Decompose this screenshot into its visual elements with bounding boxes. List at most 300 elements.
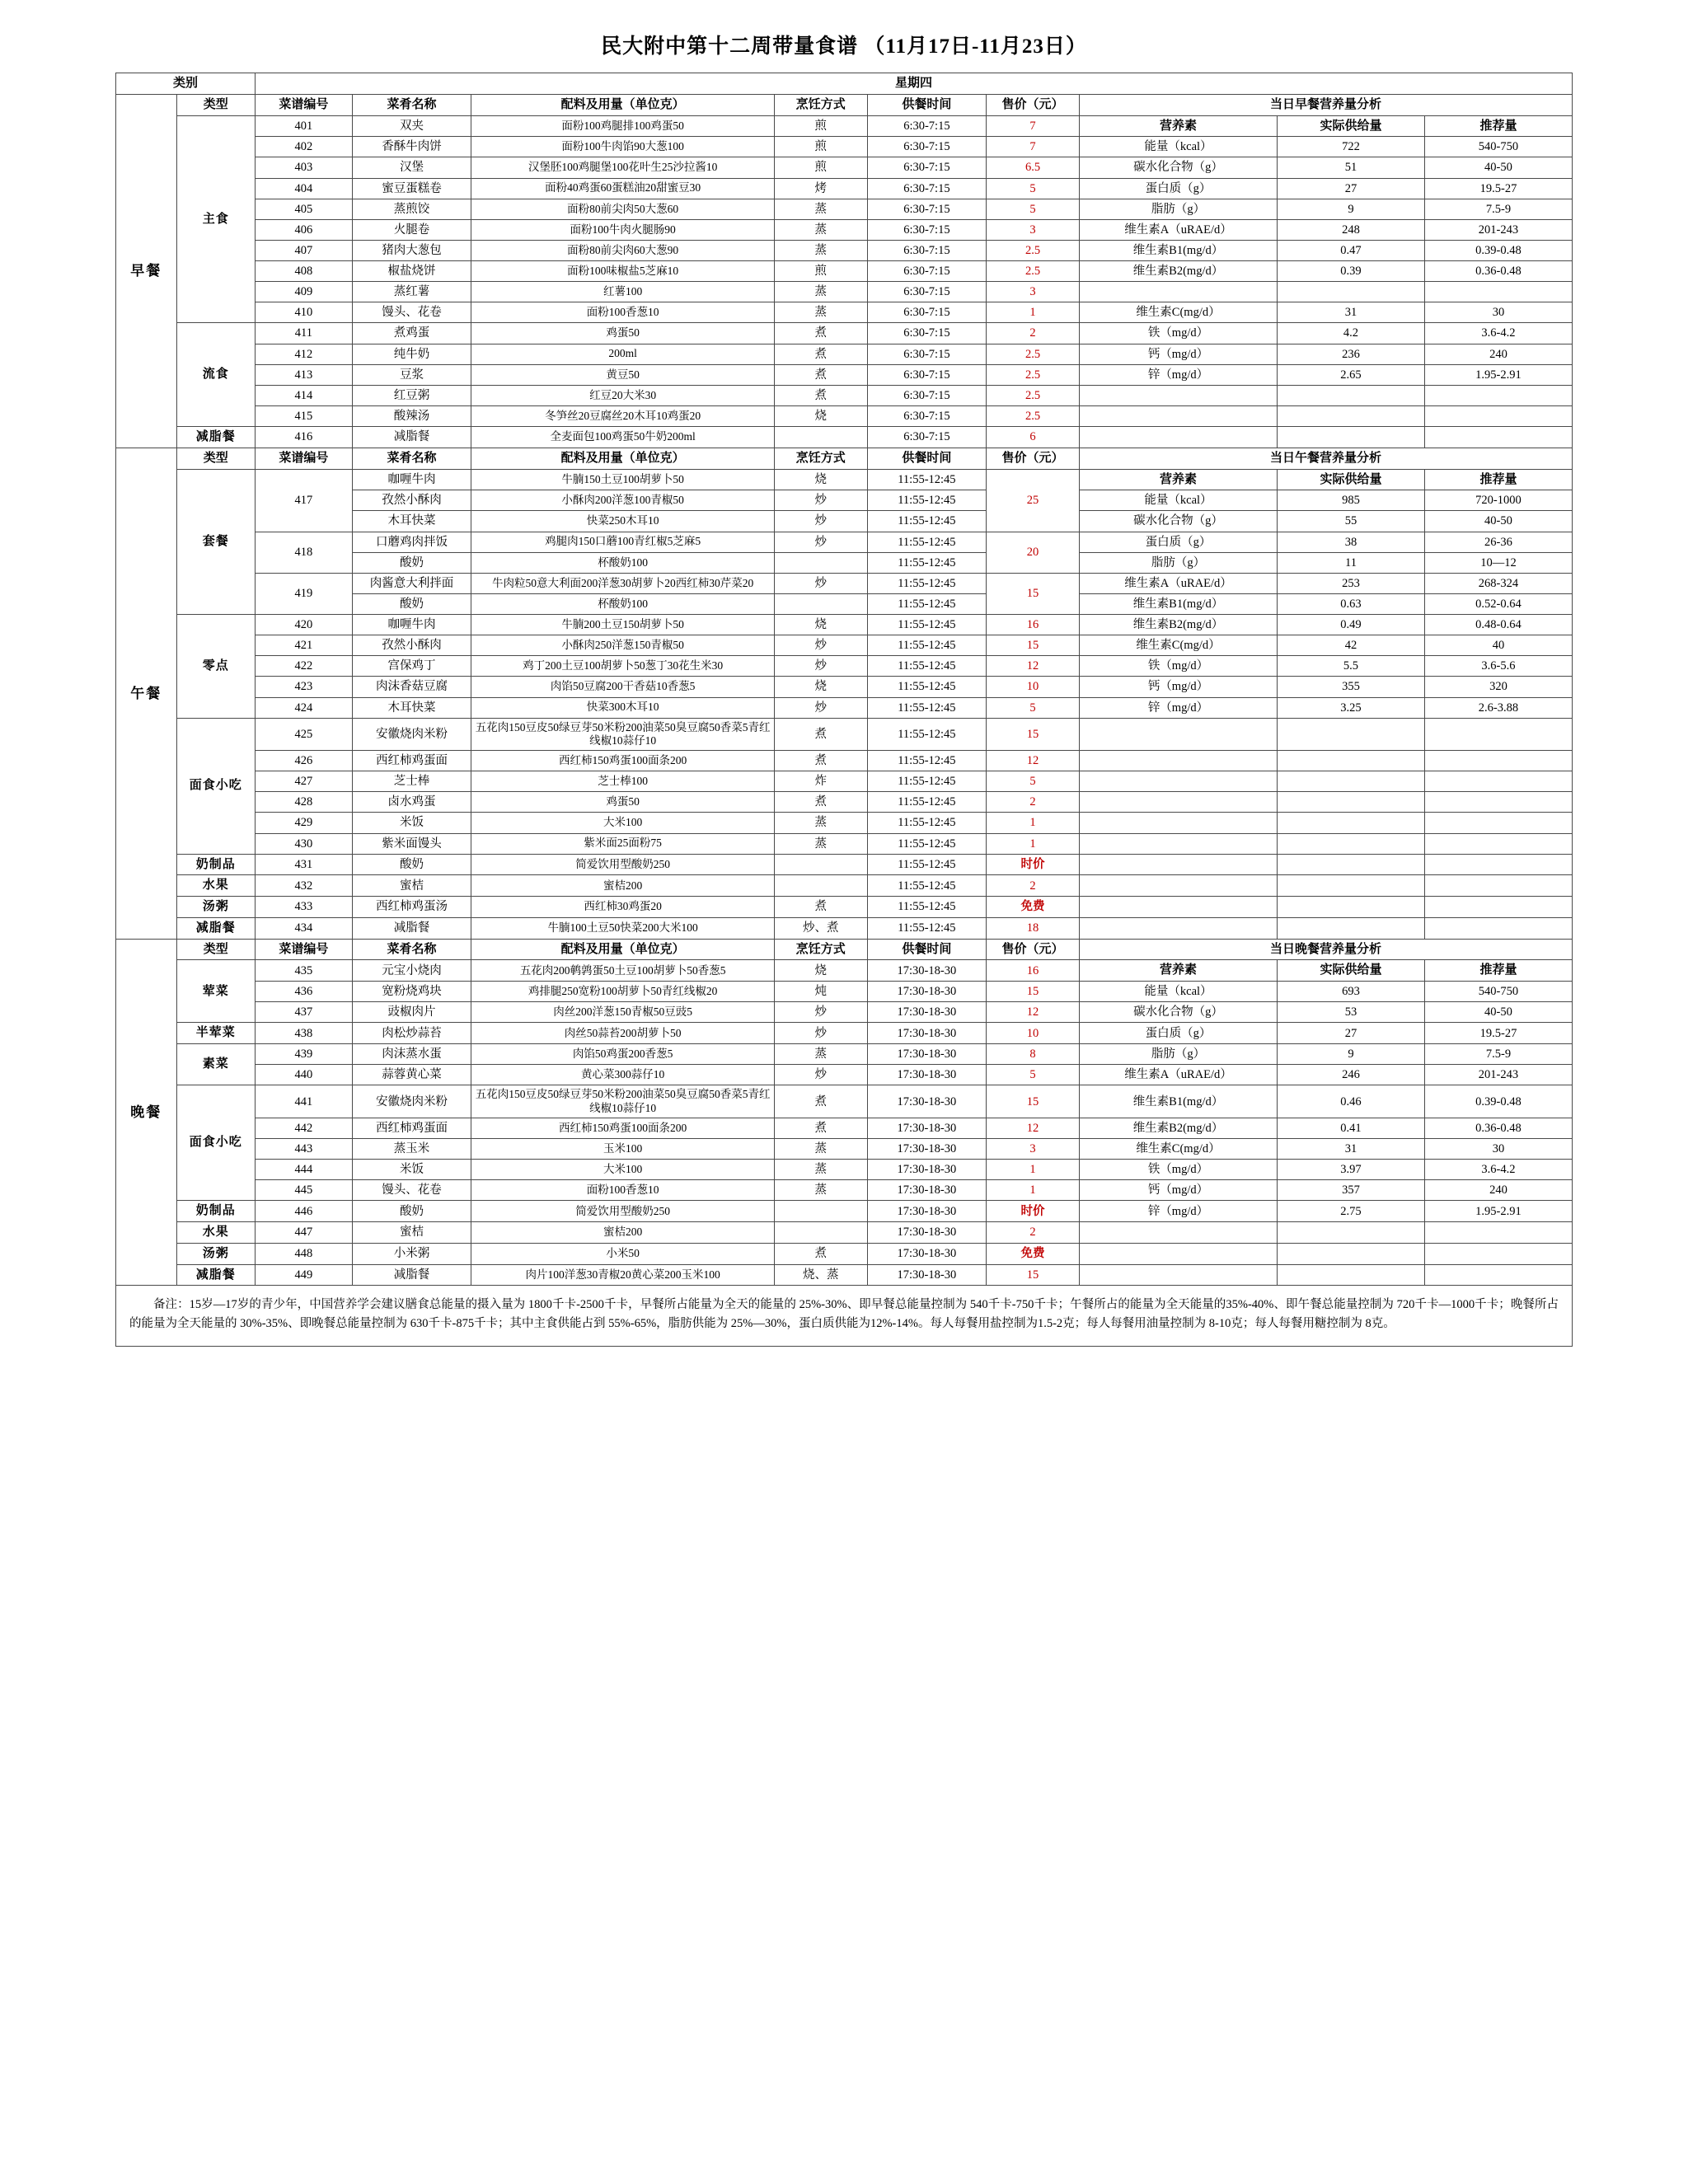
nutrient-actual: 357 [1278,1180,1425,1201]
nutrient-empty [1079,1264,1277,1286]
dish-ingredients: 牛肉粒50意大利面200洋葱30胡萝卜20西红柿30芹菜20 [471,573,775,593]
dish-code: 442 [256,1118,353,1138]
nutrient-empty [1424,875,1572,897]
footnote: 备注：15岁—17岁的青少年，中国营养学会建议膳食总能量的摄入量为 1800千卡-2500千卡，早餐所占能量为全天的能量的 25%-30%、即早餐总能量控制为 540千卡-750千卡；午餐所占的能量为全天能量的35%-40%、即午餐总能量控制为 720千卡—1000千卡；晚餐所占的能量为全天能量的 30%-35%、即晚餐总能量控制为 630千卡-875千卡；其中主食供能占到 55%-65%，脂肪供能为 25%—30%，蛋白质供能为12%-14%。每人每餐用盐控制为1.5-2克；每人每餐用油量控制为 8-10克；每人每餐用糖控制为 8克。 [115,1286,1573,1346]
nutrient-actual: 3.97 [1278,1160,1425,1180]
nutrient-empty [1278,875,1425,897]
dish-cooking: 蒸 [774,1138,867,1159]
nutrient-recommend: 7.5-9 [1424,199,1572,219]
dish-cooking [774,552,867,573]
dish-price: 2 [987,323,1080,344]
dish-ingredients: 蜜桔200 [471,875,775,897]
nutrient-actual: 27 [1278,1023,1425,1044]
nutrient-empty [1278,1264,1425,1286]
dish-ingredients: 肉馅50鸡蛋200香葱5 [471,1044,775,1065]
table-row [116,1222,1573,1244]
col-nutrient: 营养素 [1079,960,1277,982]
dish-time: 11:55-12:45 [867,615,987,635]
dish-name: 酸奶 [352,854,471,875]
nutrient-name: 维生素A（uRAE/d） [1079,1065,1277,1085]
nutrient-recommend: 0.52-0.64 [1424,593,1572,614]
dish-code: 431 [256,854,353,875]
dish-time: 6:30-7:15 [867,137,987,157]
dish-ingredients: 玉米100 [471,1138,775,1159]
nutrient-recommend: 30 [1424,1138,1572,1159]
dish-cooking: 炒 [774,490,867,511]
dish-name: 减脂餐 [352,917,471,939]
dish-cooking: 烧 [774,405,867,426]
group-label-diet: 减脂餐 [176,427,256,448]
col-type: 类型 [176,94,256,115]
nutrient-recommend: 2.6-3.88 [1424,697,1572,718]
nutrient-empty [1278,792,1425,813]
dish-price: 5 [987,1065,1080,1085]
group-label-set-meal: 套餐 [176,469,256,615]
table-header-row [116,73,1573,95]
nutrient-actual: 0.47 [1278,240,1425,260]
nutrient-empty [1278,751,1425,771]
group-label-diet: 减脂餐 [176,1264,256,1286]
nutrient-empty [1424,854,1572,875]
dish-code: 429 [256,813,353,833]
table-row [116,405,1573,426]
dish-ingredients: 杯酸奶100 [471,593,775,614]
nutrient-actual: 355 [1278,677,1425,697]
table-row [116,1085,1573,1118]
nutrient-empty [1079,771,1277,792]
nutrient-empty [1424,833,1572,854]
nutrient-name: 维生素B1(mg/d） [1079,240,1277,260]
nutrition-header-breakfast: 当日早餐营养量分析 [1079,94,1572,115]
dish-name: 肉沫蒸水蛋 [352,1044,471,1065]
table-row [116,1023,1573,1044]
dish-code: 410 [256,302,353,323]
dish-cooking: 煮 [774,718,867,750]
table-row [116,199,1573,219]
dish-time: 6:30-7:15 [867,282,987,302]
dish-code: 433 [256,897,353,918]
dish-price: 18 [987,917,1080,939]
dish-code: 440 [256,1065,353,1085]
nutrient-empty [1278,1243,1425,1264]
nutrient-recommend: 0.39-0.48 [1424,240,1572,260]
col-ingredients: 配料及用量（单位克） [471,448,775,469]
dish-ingredients: 面粉100鸡腿排100鸡蛋50 [471,115,775,137]
nutrient-name: 铁（mg/d） [1079,1160,1277,1180]
dish-price: 15 [987,573,1080,614]
dish-price: 时价 [987,854,1080,875]
nutrient-empty [1424,1264,1572,1286]
dish-name: 宫保鸡丁 [352,656,471,677]
dish-code: 448 [256,1243,353,1264]
dish-price: 2.5 [987,364,1080,385]
dish-code: 430 [256,833,353,854]
table-row [116,573,1573,593]
dish-code: 449 [256,1264,353,1286]
dish-ingredients: 五花肉150豆皮50绿豆芽50米粉200油菜50臭豆腐50香菜5青红线椒10蒜仔10 [471,718,775,750]
dish-ingredients: 面粉100香葱10 [471,1180,775,1201]
table-row [116,385,1573,405]
dish-time: 6:30-7:15 [867,219,987,240]
dish-cooking: 蒸 [774,240,867,260]
col-code: 菜谱编号 [256,94,353,115]
table-row [116,917,1573,939]
nutrient-name: 能量（kcal） [1079,982,1277,1002]
nutrient-recommend: 240 [1424,344,1572,364]
nutrient-recommend: 19.5-27 [1424,1023,1572,1044]
dish-time: 6:30-7:15 [867,199,987,219]
dish-price: 1 [987,1180,1080,1201]
dish-price: 3 [987,1138,1080,1159]
dish-time: 17:30-18-30 [867,1023,987,1044]
dish-ingredients: 面粉80前尖肉50大葱60 [471,199,775,219]
dish-cooking: 蒸 [774,1044,867,1065]
meal-label-dinner: 晚餐 [116,939,177,1286]
dish-ingredients: 全麦面包100鸡蛋50牛奶200ml [471,427,775,448]
nutrient-name: 维生素C(mg/d） [1079,635,1277,656]
table-row [116,469,1573,490]
breakfast-column-header-row [116,94,1573,115]
col-cooking: 烹饪方式 [774,448,867,469]
dish-ingredients: 肉丝50蒜苔200胡萝卜50 [471,1023,775,1044]
nutrient-name: 钙（mg/d） [1079,677,1277,697]
dish-code: 416 [256,427,353,448]
table-row [116,240,1573,260]
dish-code: 425 [256,718,353,750]
dish-cooking: 蒸 [774,199,867,219]
menu-table [115,73,1573,1286]
dish-price: 20 [987,532,1080,573]
nutrient-actual: 9 [1278,199,1425,219]
dish-name: 馒头、花卷 [352,1180,471,1201]
nutrient-empty [1079,897,1277,918]
dish-price: 12 [987,656,1080,677]
dish-cooking: 炒 [774,1065,867,1085]
dish-name: 咖喱牛肉 [352,469,471,490]
dish-time: 11:55-12:45 [867,511,987,532]
dish-cooking [774,854,867,875]
col-recommend: 推荐量 [1424,115,1572,137]
nutrient-empty [1278,385,1425,405]
dish-name: 香酥牛肉饼 [352,137,471,157]
dish-cooking: 烧 [774,615,867,635]
dish-name: 椒盐烧饼 [352,261,471,282]
dish-price: 15 [987,718,1080,750]
dish-cooking: 炸 [774,771,867,792]
nutrient-recommend: 201-243 [1424,1065,1572,1085]
col-actual: 实际供给量 [1278,115,1425,137]
dish-time: 17:30-18-30 [867,1118,987,1138]
nutrient-name: 维生素B2(mg/d） [1079,615,1277,635]
col-actual: 实际供给量 [1278,960,1425,982]
dish-cooking: 炒、煮 [774,917,867,939]
dish-code: 409 [256,282,353,302]
nutrient-name: 能量（kcal） [1079,137,1277,157]
nutrient-recommend: 40-50 [1424,511,1572,532]
nutrient-recommend: 1.95-2.91 [1424,1201,1572,1222]
table-row [116,1264,1573,1286]
dish-time: 17:30-18-30 [867,1180,987,1201]
nutrient-empty [1278,897,1425,918]
nutrition-header-dinner: 当日晚餐营养量分析 [1079,939,1572,960]
dish-cooking: 煮 [774,1085,867,1118]
dish-time: 11:55-12:45 [867,833,987,854]
dish-name: 木耳快菜 [352,697,471,718]
dish-code: 408 [256,261,353,282]
dish-code: 441 [256,1085,353,1118]
col-recommend: 推荐量 [1424,469,1572,490]
table-row [116,960,1573,982]
dish-name: 口蘑鸡肉拌饭 [352,532,471,552]
nutrient-recommend: 240 [1424,1180,1572,1201]
dish-price: 2 [987,875,1080,897]
dish-price: 3 [987,219,1080,240]
dish-ingredients: 五花肉150豆皮50绿豆芽50米粉200油菜50臭豆腐50香菜5青红线椒10蒜仔10 [471,1085,775,1118]
dish-time: 11:55-12:45 [867,593,987,614]
dish-time: 11:55-12:45 [867,718,987,750]
table-row [116,137,1573,157]
table-row [116,302,1573,323]
nutrient-recommend: 3.6-4.2 [1424,1160,1572,1180]
nutrient-actual: 31 [1278,1138,1425,1159]
nutrient-recommend: 26-36 [1424,532,1572,552]
nutrient-empty [1079,385,1277,405]
dish-cooking: 煎 [774,157,867,178]
nutrient-name: 蛋白质（g） [1079,178,1277,199]
dish-cooking [774,427,867,448]
nutrient-name: 铁（mg/d） [1079,323,1277,344]
nutrient-empty [1079,875,1277,897]
dish-name: 酸奶 [352,1201,471,1222]
dish-cooking: 煎 [774,261,867,282]
nutrient-actual: 4.2 [1278,323,1425,344]
dish-time: 6:30-7:15 [867,427,987,448]
dish-ingredients: 汉堡胚100鸡腿堡100花叶生25沙拉酱10 [471,157,775,178]
nutrient-name: 碳水化合物（g） [1079,157,1277,178]
dish-time: 17:30-18-30 [867,1243,987,1264]
dish-cooking: 煮 [774,1118,867,1138]
group-label-fruit: 水果 [176,1222,256,1244]
dish-code: 435 [256,960,353,982]
table-row [116,792,1573,813]
dish-price: 8 [987,1044,1080,1065]
dish-time: 6:30-7:15 [867,302,987,323]
col-cooking: 烹饪方式 [774,939,867,960]
col-code: 菜谱编号 [256,939,353,960]
nutrient-actual: 722 [1278,137,1425,157]
dish-name: 小米粥 [352,1243,471,1264]
nutrient-empty [1079,854,1277,875]
nutrient-name: 碳水化合物（g） [1079,1002,1277,1023]
dish-time: 17:30-18-30 [867,1222,987,1244]
nutrient-actual: 246 [1278,1065,1425,1085]
dish-name: 蒸红薯 [352,282,471,302]
nutrient-actual: 2.65 [1278,364,1425,385]
nutrient-recommend: 0.36-0.48 [1424,261,1572,282]
nutrient-recommend: 268-324 [1424,573,1572,593]
dish-time: 6:30-7:15 [867,344,987,364]
nutrient-empty [1424,792,1572,813]
nutrient-actual: 31 [1278,302,1425,323]
table-row [116,1180,1573,1201]
nutrient-actual: 236 [1278,344,1425,364]
dish-time: 17:30-18-30 [867,1264,987,1286]
dish-price: 10 [987,1023,1080,1044]
nutrient-actual: 985 [1278,490,1425,511]
dish-code: 411 [256,323,353,344]
dish-code: 434 [256,917,353,939]
dish-code: 413 [256,364,353,385]
nutrient-recommend: 40-50 [1424,1002,1572,1023]
nutrient-actual: 0.49 [1278,615,1425,635]
dish-name: 蜜桔 [352,1222,471,1244]
dish-time: 17:30-18-30 [867,1160,987,1180]
col-cooking: 烹饪方式 [774,94,867,115]
dish-time: 6:30-7:15 [867,115,987,137]
dish-time: 17:30-18-30 [867,1201,987,1222]
nutrient-recommend: 320 [1424,677,1572,697]
dish-price: 1 [987,302,1080,323]
dish-ingredients: 面粉100味椒盐5芝麻10 [471,261,775,282]
table-row [116,635,1573,656]
dish-name: 孜然小酥肉 [352,635,471,656]
dish-name: 酸奶 [352,593,471,614]
dish-price: 15 [987,1264,1080,1286]
nutrient-name: 脂肪（g） [1079,199,1277,219]
nutrient-empty [1079,751,1277,771]
table-row [116,1243,1573,1264]
nutrient-recommend: 0.48-0.64 [1424,615,1572,635]
dish-ingredients: 小米50 [471,1243,775,1264]
dish-time: 11:55-12:45 [867,656,987,677]
table-row [116,364,1573,385]
dish-name: 酸辣汤 [352,405,471,426]
dish-cooking: 煮 [774,385,867,405]
nutrient-empty [1079,427,1277,448]
dish-ingredients: 鸡蛋50 [471,792,775,813]
dish-cooking: 煮 [774,344,867,364]
dish-ingredients: 牛腩150土豆100胡萝卜50 [471,469,775,490]
nutrient-empty [1278,405,1425,426]
dish-cooking [774,875,867,897]
nutrient-name: 维生素B2(mg/d） [1079,261,1277,282]
dish-cooking: 炒 [774,532,867,552]
nutrient-empty [1424,405,1572,426]
meal-label-breakfast: 早餐 [116,94,177,448]
dish-ingredients: 面粉100牛肉馅90大葱100 [471,137,775,157]
nutrient-recommend: 19.5-27 [1424,178,1572,199]
nutrient-actual: 53 [1278,1002,1425,1023]
col-nutrient: 营养素 [1079,469,1277,490]
dish-name: 猪肉大葱包 [352,240,471,260]
table-row [116,854,1573,875]
dish-code: 417 [256,469,353,532]
dish-name: 蜜桔 [352,875,471,897]
dish-ingredients: 小酥肉250洋葱150青椒50 [471,635,775,656]
table-row [116,813,1573,833]
dish-price: 2.5 [987,344,1080,364]
dish-code: 412 [256,344,353,364]
table-row [116,532,1573,552]
dish-code: 420 [256,615,353,635]
dish-ingredients: 红豆20大米30 [471,385,775,405]
dish-name: 肉酱意大利拌面 [352,573,471,593]
dish-price: 6.5 [987,157,1080,178]
nutrient-actual: 0.39 [1278,261,1425,282]
dish-ingredients: 鸡丁200土豆100胡萝卜50葱丁30花生米30 [471,656,775,677]
table-row [116,718,1573,750]
group-label-soup: 汤粥 [176,1243,256,1264]
dish-cooking: 煮 [774,364,867,385]
table-row [116,697,1573,718]
dish-price: 5 [987,178,1080,199]
dish-code: 423 [256,677,353,697]
dish-price: 2 [987,792,1080,813]
dish-price: 6 [987,427,1080,448]
nutrient-name: 碳水化合物（g） [1079,511,1277,532]
dish-price: 15 [987,982,1080,1002]
table-row [116,1002,1573,1023]
dish-name: 卤水鸡蛋 [352,792,471,813]
dish-price: 2.5 [987,261,1080,282]
group-label-soup: 汤粥 [176,897,256,918]
dish-ingredients: 肉片100洋葱30青椒20黄心菜200玉米100 [471,1264,775,1286]
nutrient-actual: 27 [1278,178,1425,199]
nutrient-empty [1278,854,1425,875]
nutrition-header-lunch: 当日午餐营养量分析 [1079,448,1572,469]
dish-cooking: 烧 [774,677,867,697]
dish-time: 11:55-12:45 [867,897,987,918]
nutrient-name [1079,282,1277,302]
dish-name: 馒头、花卷 [352,302,471,323]
dish-name: 宽粉烧鸡块 [352,982,471,1002]
nutrient-name: 钙（mg/d） [1079,344,1277,364]
dish-price: 15 [987,635,1080,656]
dish-code: 422 [256,656,353,677]
nutrient-empty [1424,751,1572,771]
dish-cooking: 炒 [774,573,867,593]
nutrient-actual: 51 [1278,157,1425,178]
col-price: 售价（元） [987,939,1080,960]
dish-price: 15 [987,1085,1080,1118]
dish-ingredients: 大米100 [471,813,775,833]
dish-time: 11:55-12:45 [867,875,987,897]
nutrient-empty [1079,792,1277,813]
nutrient-empty [1079,833,1277,854]
group-label-snacks: 零点 [176,615,256,719]
nutrient-actual: 38 [1278,532,1425,552]
col-name: 菜肴名称 [352,939,471,960]
dish-price: 12 [987,1002,1080,1023]
nutrient-empty [1278,1222,1425,1244]
group-label-dairy: 奶制品 [176,1201,256,1222]
dish-name: 减脂餐 [352,427,471,448]
dish-ingredients: 肉馅50豆腐200干香菇10香葱5 [471,677,775,697]
dish-ingredients: 西红柿150鸡蛋100面条200 [471,1118,775,1138]
dish-cooking: 炒 [774,697,867,718]
nutrient-recommend: 3.6-5.6 [1424,656,1572,677]
dish-time: 11:55-12:45 [867,697,987,718]
col-nutrient: 营养素 [1079,115,1277,137]
dish-price: 2.5 [987,240,1080,260]
table-row [116,982,1573,1002]
dish-price: 5 [987,771,1080,792]
dish-time: 11:55-12:45 [867,573,987,593]
dish-cooking: 烧 [774,469,867,490]
dish-name: 咖喱牛肉 [352,615,471,635]
nutrient-actual: 42 [1278,635,1425,656]
nutrient-actual: 2.75 [1278,1201,1425,1222]
